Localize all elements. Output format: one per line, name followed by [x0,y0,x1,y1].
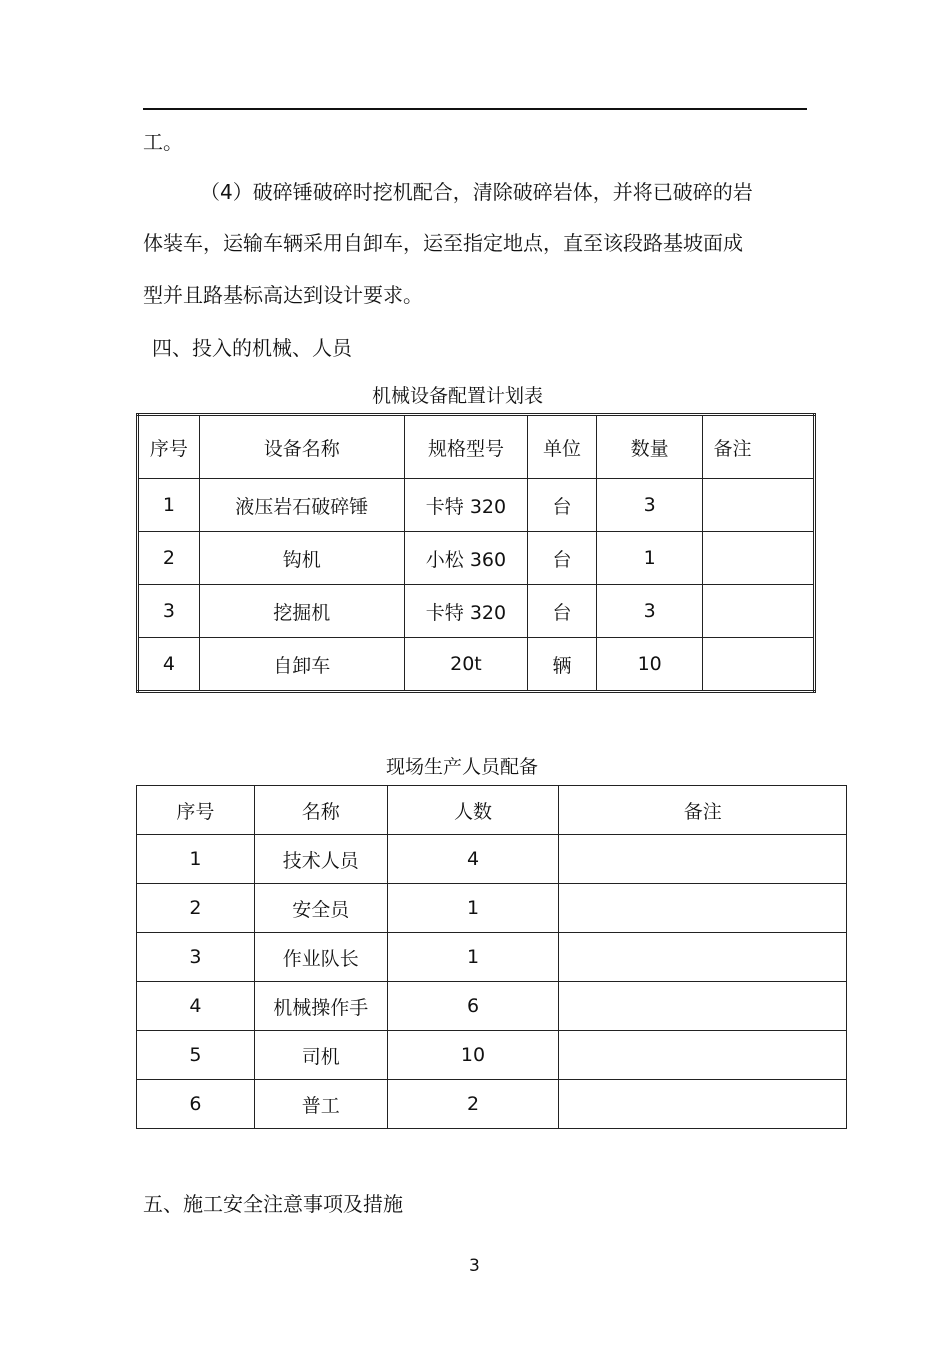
header-cell: 名称 [254,786,387,835]
table-cell [559,933,847,982]
table-row [137,1080,847,1129]
table-cell: 10 [596,638,703,692]
table-cell: 台 [528,479,597,532]
table-cell: 4 [138,638,200,692]
table-cell: 4 [137,982,255,1031]
table-cell: 挖掘机 [199,585,404,638]
table-row [137,933,847,982]
table-cell: 卡特 320 [404,479,528,532]
table-cell: 1 [596,532,703,585]
section-heading: 五、施工安全注意事项及措施 [143,1192,403,1216]
table-cell: 台 [528,532,597,585]
table-cell [559,1080,847,1129]
table-row [138,532,815,585]
page-number: 3 [469,1256,480,1276]
section-heading: 四、投入的机械、人员 [152,336,352,360]
paragraph-line: 体装车，运输车辆采用自卸车，运至指定地点，直至该段路基坡面成 [143,231,743,255]
personnel-table [136,785,847,1129]
table-header-row [137,786,847,835]
table-row [137,1031,847,1080]
table-title: 机械设备配置计划表 [372,385,544,407]
table-cell: 1 [137,835,255,884]
paragraph-line: 工。 [143,130,183,154]
table-cell: 3 [596,479,703,532]
table-row [137,835,847,884]
table-cell: 自卸车 [199,638,404,692]
table-cell: 6 [387,982,559,1031]
table-cell: 1 [387,933,559,982]
paragraph-line: 型并且路基标高达到设计要求。 [143,283,423,307]
table-cell: 作业队长 [254,933,387,982]
table-cell: 3 [137,933,255,982]
table-cell: 4 [387,835,559,884]
table-cell: 技术人员 [254,835,387,884]
table-cell [559,1031,847,1080]
table-cell: 安全员 [254,884,387,933]
table-cell: 小松 360 [404,532,528,585]
table-row [138,479,815,532]
table-cell: 20t [404,638,528,692]
table-cell: 机械操作手 [254,982,387,1031]
table-cell: 液压岩石破碎锤 [199,479,404,532]
table-cell [703,532,815,585]
table-cell [559,835,847,884]
header-cell: 设备名称 [199,415,404,479]
table-cell [703,479,815,532]
table-cell [703,638,815,692]
table-row [137,884,847,933]
table-cell: 卡特 320 [404,585,528,638]
table-cell [703,585,815,638]
header-cell: 序号 [137,786,255,835]
header-cell: 规格型号 [404,415,528,479]
header-cell: 备注 [703,415,815,479]
table-cell [559,982,847,1031]
table-cell: 台 [528,585,597,638]
table-cell: 2 [137,884,255,933]
equipment-table [136,413,816,693]
header-cell: 单位 [528,415,597,479]
table-cell: 1 [387,884,559,933]
table-cell: 司机 [254,1031,387,1080]
table-cell: 钩机 [199,532,404,585]
header-rule [143,108,807,110]
table-cell [559,884,847,933]
table-row [137,982,847,1031]
paragraph-line: （4）破碎锤破碎时挖机配合，清除破碎岩体，并将已破碎的岩 [200,180,753,204]
table-cell: 普工 [254,1080,387,1129]
table-cell: 5 [137,1031,255,1080]
table-cell: 3 [138,585,200,638]
table-cell: 2 [138,532,200,585]
table-cell: 1 [138,479,200,532]
header-cell: 数量 [596,415,703,479]
table-row [138,585,815,638]
table-cell: 辆 [528,638,597,692]
table-title: 现场生产人员配备 [386,756,539,778]
table-cell: 3 [596,585,703,638]
table-cell: 10 [387,1031,559,1080]
header-cell: 备注 [559,786,847,835]
table-cell: 2 [387,1080,559,1129]
table-cell: 6 [137,1080,255,1129]
header-cell: 人数 [387,786,559,835]
table-row [138,638,815,692]
header-cell: 序号 [138,415,200,479]
table-header-row [138,415,815,479]
